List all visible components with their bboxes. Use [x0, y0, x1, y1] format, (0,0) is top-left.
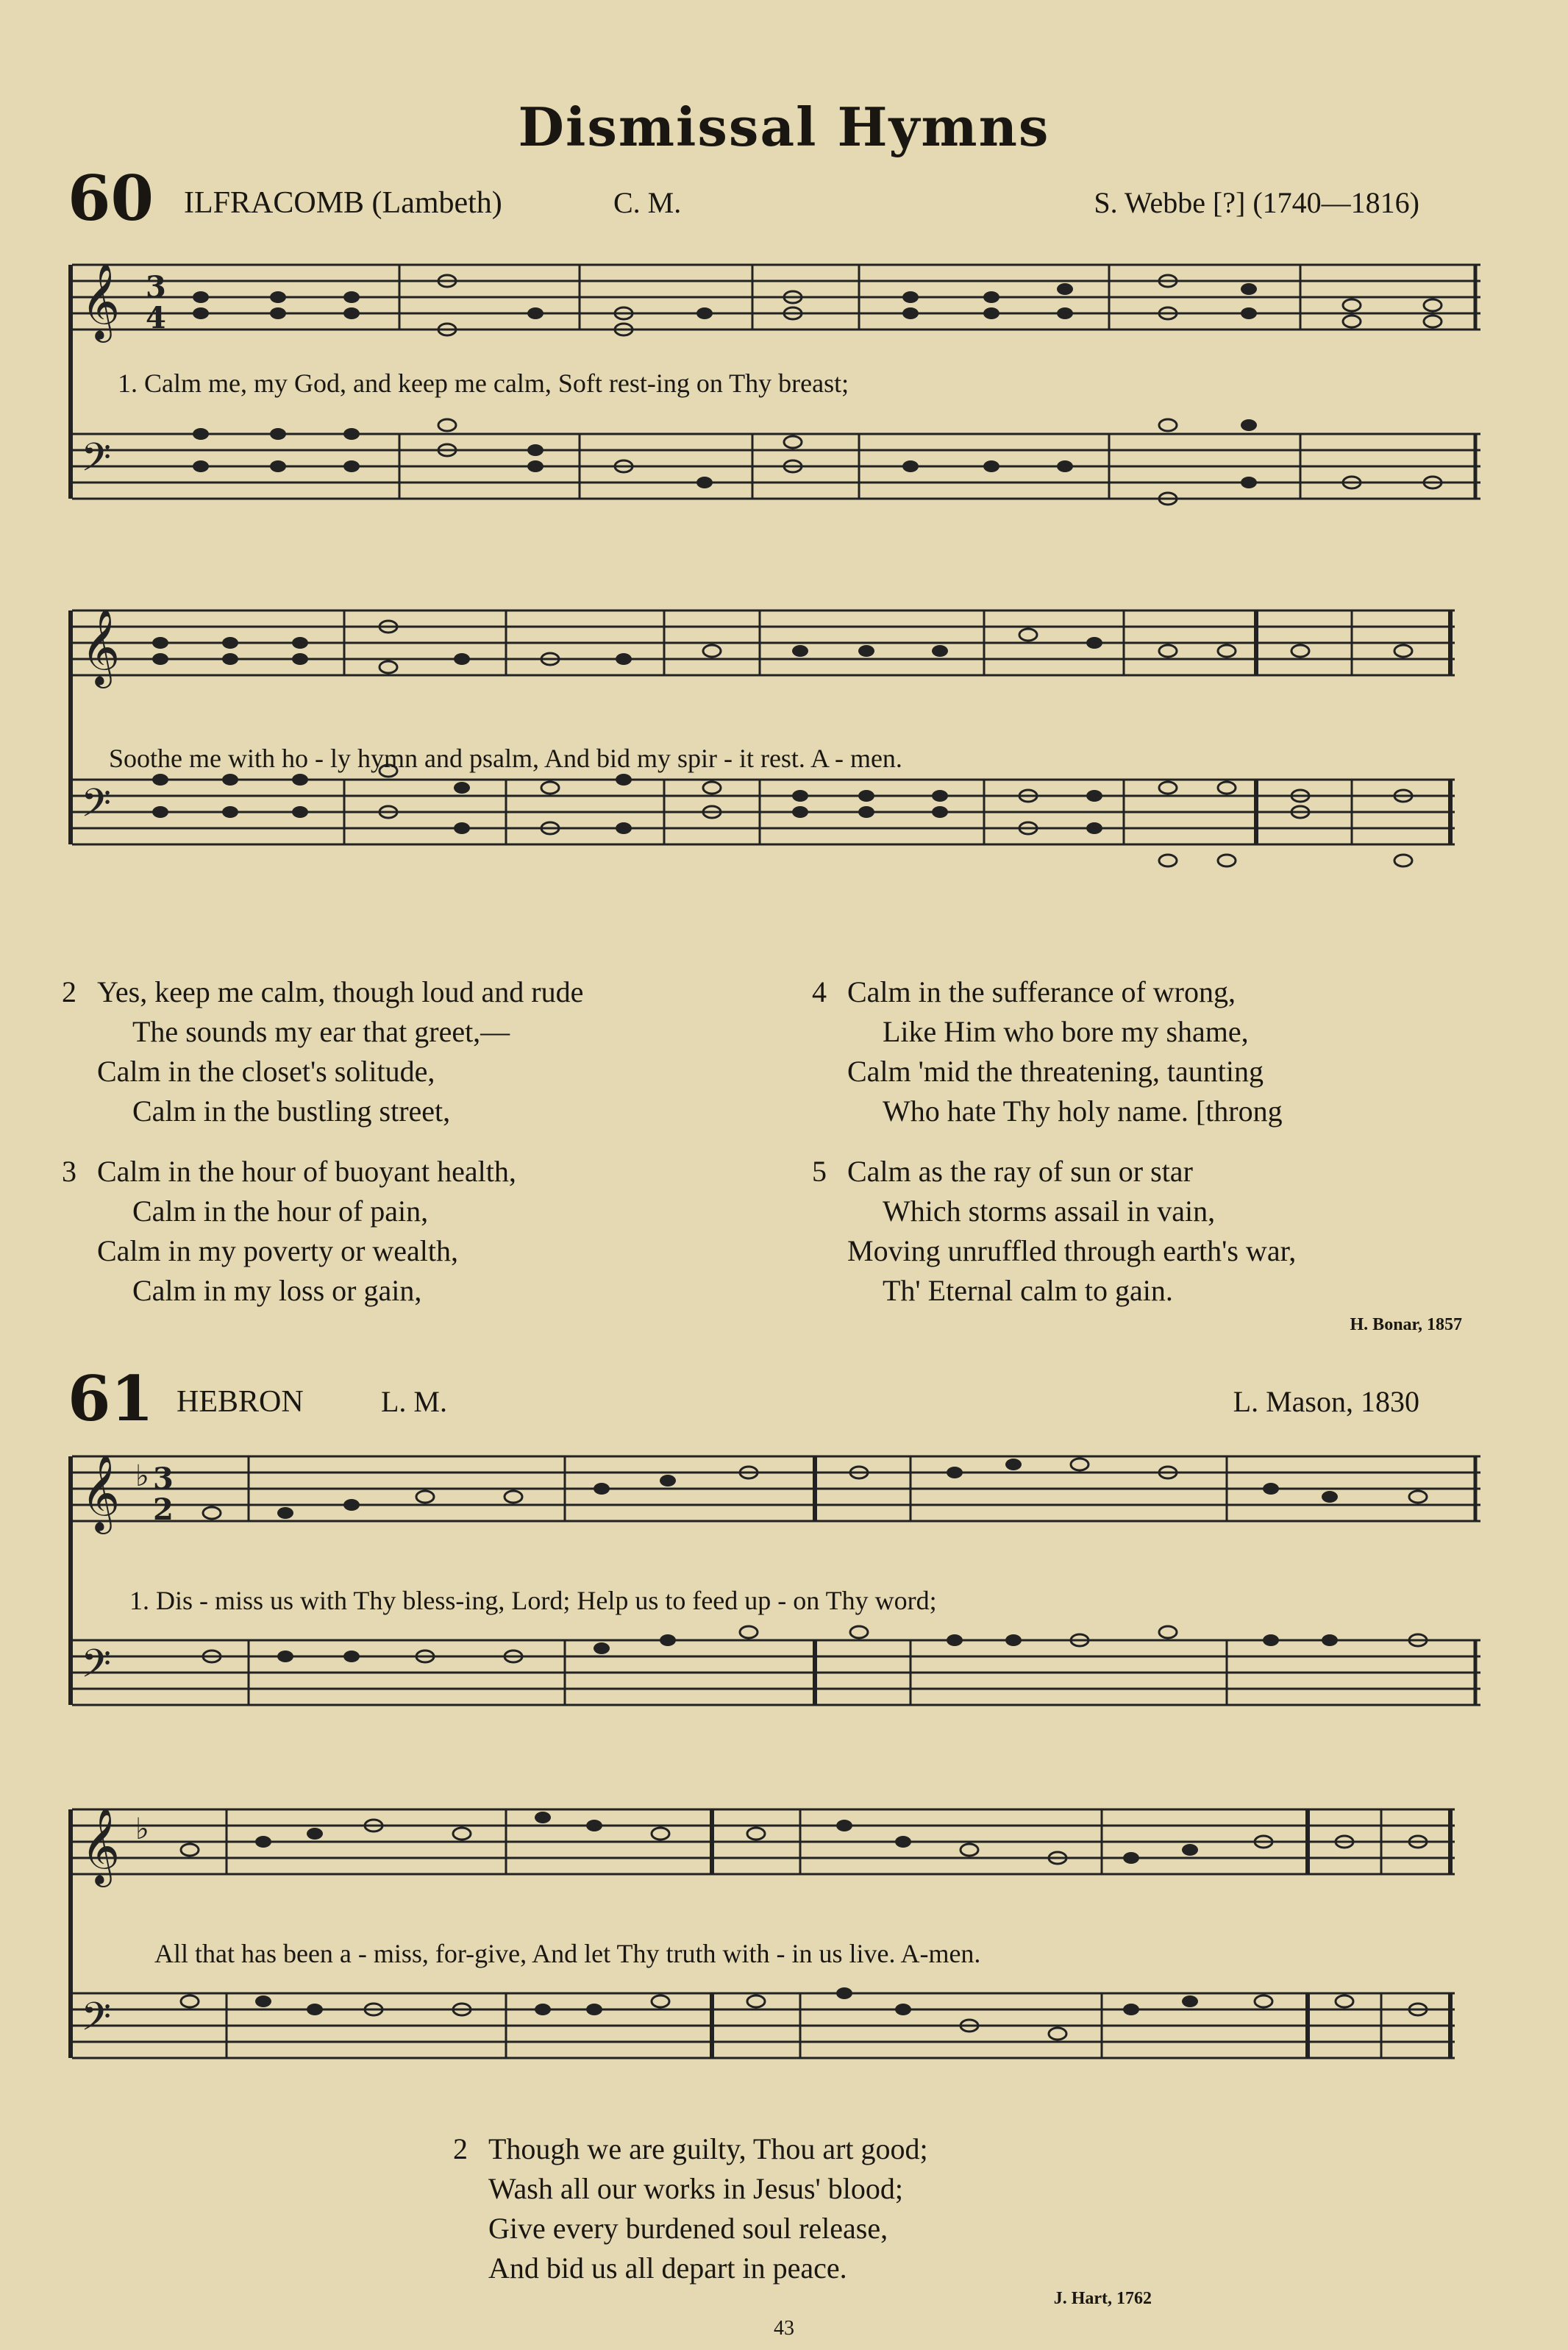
staff-system-61-2: [65, 1780, 1484, 2089]
svg-text:3: 3: [146, 270, 166, 305]
stanza: 4 Calm in the sufferance of wrong, Like Him who bore my shame, Calm 'mid the threatening, taunting Who hate Thy holy name. [throng: [812, 975, 1283, 1128]
stanza: 2 Yes, keep me calm, though loud and rude The sounds my ear that greet,— Calm in the closet's solitude, Calm in the bustling street,: [62, 975, 584, 1128]
stanza: 5 Calm as the ray of sun or star Which storms assail in vain, Moving unruffled through earth's war, Th' Eternal calm to gain.: [812, 1155, 1297, 1307]
svg-text:♭: ♭: [135, 1812, 149, 1846]
svg-text:𝄢: 𝄢: [81, 1642, 112, 1696]
author-credit: J. Hart, 1762: [1053, 2289, 1152, 2308]
lyrics-line: All that has been a - miss, for-give, And let Thy truth with - in us live. A-men.: [154, 1939, 981, 1968]
page-number: 43: [774, 2317, 794, 2340]
svg-text:𝄞: 𝄞: [81, 1807, 121, 1884]
svg-text:𝄢: 𝄢: [81, 1995, 112, 2049]
svg-text:𝄞: 𝄞: [81, 608, 121, 686]
hymn-tune: HEBRON: [177, 1385, 304, 1419]
svg-text:𝄞: 𝄞: [81, 1454, 121, 1531]
author-credit: H. Bonar, 1857: [1350, 1315, 1462, 1334]
hymn-number: 61: [68, 1362, 154, 1435]
lyrics-line: Soothe me with ho - ly hymn and psalm, And bid my spir - it rest. A - men.: [109, 744, 902, 773]
staff-system-61-1: [65, 1427, 1484, 1736]
hymn-tune: ILFRACOMB (Lambeth): [184, 186, 502, 220]
hymn-composer: L. Mason, 1830: [1233, 1385, 1419, 1418]
svg-text:𝄢: 𝄢: [81, 435, 112, 490]
page-title: Dismissal Hymns: [518, 96, 1050, 158]
hymn-meter: C. M.: [613, 186, 682, 219]
lyrics-line: 1. Calm me, my God, and keep me calm, Soft rest-ing on Thy breast;: [118, 368, 849, 398]
hymn-composer: S. Webbe [?] (1740—1816): [1094, 186, 1419, 219]
music-system: [65, 1427, 1484, 1736]
lyrics-line: 1. Dis - miss us with Thy bless-ing, Lord; Help us to feed up - on Thy word;: [129, 1586, 937, 1615]
music-system: [65, 1780, 1484, 2089]
svg-text:4: 4: [146, 301, 166, 335]
svg-text:2: 2: [153, 1492, 174, 1527]
svg-text:𝄞: 𝄞: [81, 263, 121, 340]
stanza: 3 Calm in the hour of buoyant health, Calm in the hour of pain, Calm in my poverty or wealth, Calm in my loss or gain,: [62, 1155, 516, 1307]
music-system: [65, 581, 1484, 890]
hymn-number: 60: [68, 162, 154, 235]
stanza: 2 Though we are guilty, Thou art good; Wash all our works in Jesus' blood; Give every burdened soul release, And bid us all depart in peace.: [453, 2132, 928, 2285]
svg-text:𝄢: 𝄢: [81, 781, 112, 836]
staff-system-60-2: [65, 581, 1484, 890]
svg-text:♭: ♭: [135, 1459, 149, 1493]
hymn-meter: L. M.: [381, 1385, 447, 1418]
svg-text:3: 3: [153, 1461, 174, 1496]
